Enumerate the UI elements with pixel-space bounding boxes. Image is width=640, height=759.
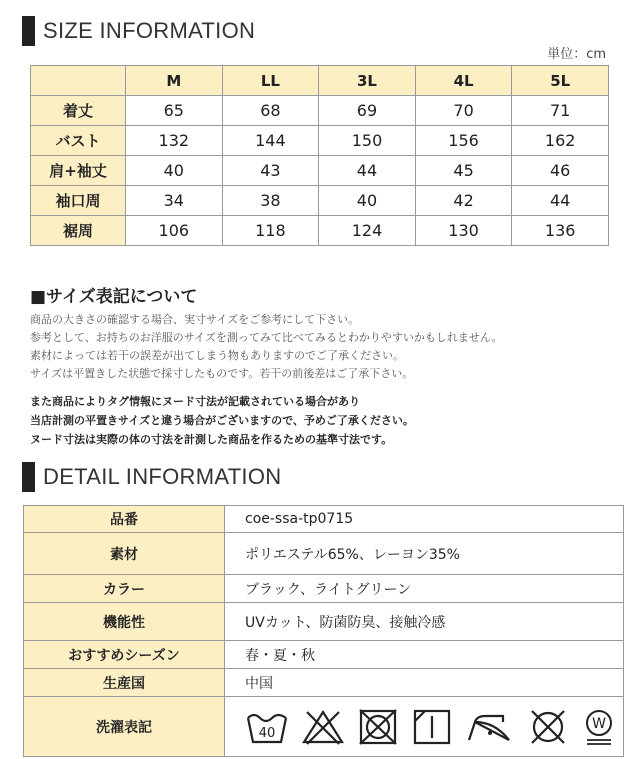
no-dry-clean-icon xyxy=(527,708,569,746)
size-cell: 130 xyxy=(415,216,512,246)
detail-label: 生産国 xyxy=(24,669,225,697)
care-icons-row xyxy=(245,708,623,746)
size-table-row xyxy=(31,216,609,246)
size-table-header-row xyxy=(31,66,609,96)
size-row-label: 肩+袖丈 xyxy=(31,156,126,186)
detail-value: UVカット、防菌防臭、接触冷感 xyxy=(225,603,624,641)
size-row-label: 着丈 xyxy=(31,96,126,126)
care-symbols xyxy=(225,697,624,757)
detail-row xyxy=(24,506,624,533)
size-cell: 144 xyxy=(222,126,319,156)
size-cell: 46 xyxy=(512,156,609,186)
size-row-label: 袖口周 xyxy=(31,186,126,216)
size-cell: 136 xyxy=(512,216,609,246)
size-notes xyxy=(30,311,503,383)
detail-label: 素材 xyxy=(24,533,225,575)
size-table-row xyxy=(31,96,609,126)
size-cell: 118 xyxy=(222,216,319,246)
detail-label: おすすめシーズン xyxy=(24,641,225,669)
size-column-header: 3L xyxy=(319,66,416,96)
size-column-header: 4L xyxy=(415,66,512,96)
size-notes-bold xyxy=(30,392,414,449)
size-table xyxy=(30,65,609,246)
size-cell: 44 xyxy=(319,156,416,186)
size-cell: 71 xyxy=(512,96,609,126)
note-bold-line: 当店計測の平置きサイズと違う場合がございますので、予めご了承ください。 xyxy=(30,414,414,427)
size-cell: 69 xyxy=(319,96,416,126)
detail-label: 機能性 xyxy=(24,603,225,641)
size-cell: 65 xyxy=(126,96,223,126)
size-column-header: LL xyxy=(222,66,319,96)
size-cell: 132 xyxy=(126,126,223,156)
detail-row xyxy=(24,641,624,669)
wet-clean-letter: W xyxy=(592,715,606,732)
size-cell: 38 xyxy=(222,186,319,216)
size-title-text: SIZE INFORMATION xyxy=(43,18,256,43)
note-bold-line: ヌード寸法は実際の体の寸法を計測した商品を作るための基準寸法です。 xyxy=(30,433,393,446)
note-line: サイズは平置きした状態で採寸したものです。若干の前後差はご了承下さい。 xyxy=(30,367,414,380)
detail-section-title xyxy=(22,462,281,492)
detail-value: ブラック、ライトグリーン xyxy=(225,575,624,603)
detail-value: coe-ssa-tp0715 xyxy=(225,506,624,533)
iron-low-icon xyxy=(465,708,515,746)
no-bleach-icon xyxy=(301,708,345,746)
wash-temp-text: 40 xyxy=(258,725,276,741)
detail-row xyxy=(24,575,624,603)
size-table-row xyxy=(31,156,609,186)
detail-label: 品番 xyxy=(24,506,225,533)
detail-table xyxy=(23,505,624,757)
title-bar-decoration xyxy=(22,462,35,492)
size-cell: 68 xyxy=(222,96,319,126)
detail-value: 中国 xyxy=(225,669,624,697)
title-bar-decoration xyxy=(22,16,35,46)
line-dry-shade-icon xyxy=(411,708,453,746)
size-table-row xyxy=(31,186,609,216)
note-line: 素材によっては若干の誤差が出てしまう物もありますのでご了承ください。 xyxy=(30,349,404,362)
note-bold-line: また商品によりタグ情報にヌード寸法が記載されている場合があり xyxy=(30,395,360,408)
detail-row xyxy=(24,669,624,697)
size-cell: 70 xyxy=(415,96,512,126)
size-cell: 106 xyxy=(126,216,223,246)
unit-label: 単位：cm xyxy=(547,47,606,62)
size-column-header: M xyxy=(126,66,223,96)
size-cell: 124 xyxy=(319,216,416,246)
size-cell: 40 xyxy=(319,186,416,216)
size-column-header: 5L xyxy=(512,66,609,96)
detail-value: ポリエステル65%、レーヨン35% xyxy=(225,533,624,575)
size-cell: 44 xyxy=(512,186,609,216)
size-cell: 45 xyxy=(415,156,512,186)
detail-title-text: DETAIL INFORMATION xyxy=(43,464,282,489)
detail-label: カラー xyxy=(24,575,225,603)
detail-label: 洗濯表記 xyxy=(24,697,225,757)
detail-row xyxy=(24,603,624,641)
detail-row xyxy=(24,533,624,575)
size-cell: 150 xyxy=(319,126,416,156)
detail-row-care xyxy=(24,697,624,757)
size-cell: 40 xyxy=(126,156,223,186)
size-cell: 156 xyxy=(415,126,512,156)
size-row-label: 裾周 xyxy=(31,216,126,246)
size-table-corner xyxy=(31,66,126,96)
size-cell: 162 xyxy=(512,126,609,156)
size-row-label: バスト xyxy=(31,126,126,156)
size-cell: 43 xyxy=(222,156,319,186)
size-cell: 34 xyxy=(126,186,223,216)
no-tumble-dry-icon xyxy=(357,708,399,746)
wet-clean-icon xyxy=(581,708,617,746)
size-section-title xyxy=(22,16,255,46)
note-line: 商品の大きさの確認する場合、実寸サイズをご参考にして下さい。 xyxy=(30,313,360,326)
wash-40-icon xyxy=(245,708,289,746)
note-line: 参考として、お持ちのお洋服のサイズを測ってみて比べてみるとわかりやすいかもしれません。 xyxy=(30,331,503,344)
size-cell: 42 xyxy=(415,186,512,216)
size-table-row xyxy=(31,126,609,156)
size-notes-heading: ■サイズ表記について xyxy=(30,287,198,307)
detail-value: 春・夏・秋 xyxy=(225,641,624,669)
